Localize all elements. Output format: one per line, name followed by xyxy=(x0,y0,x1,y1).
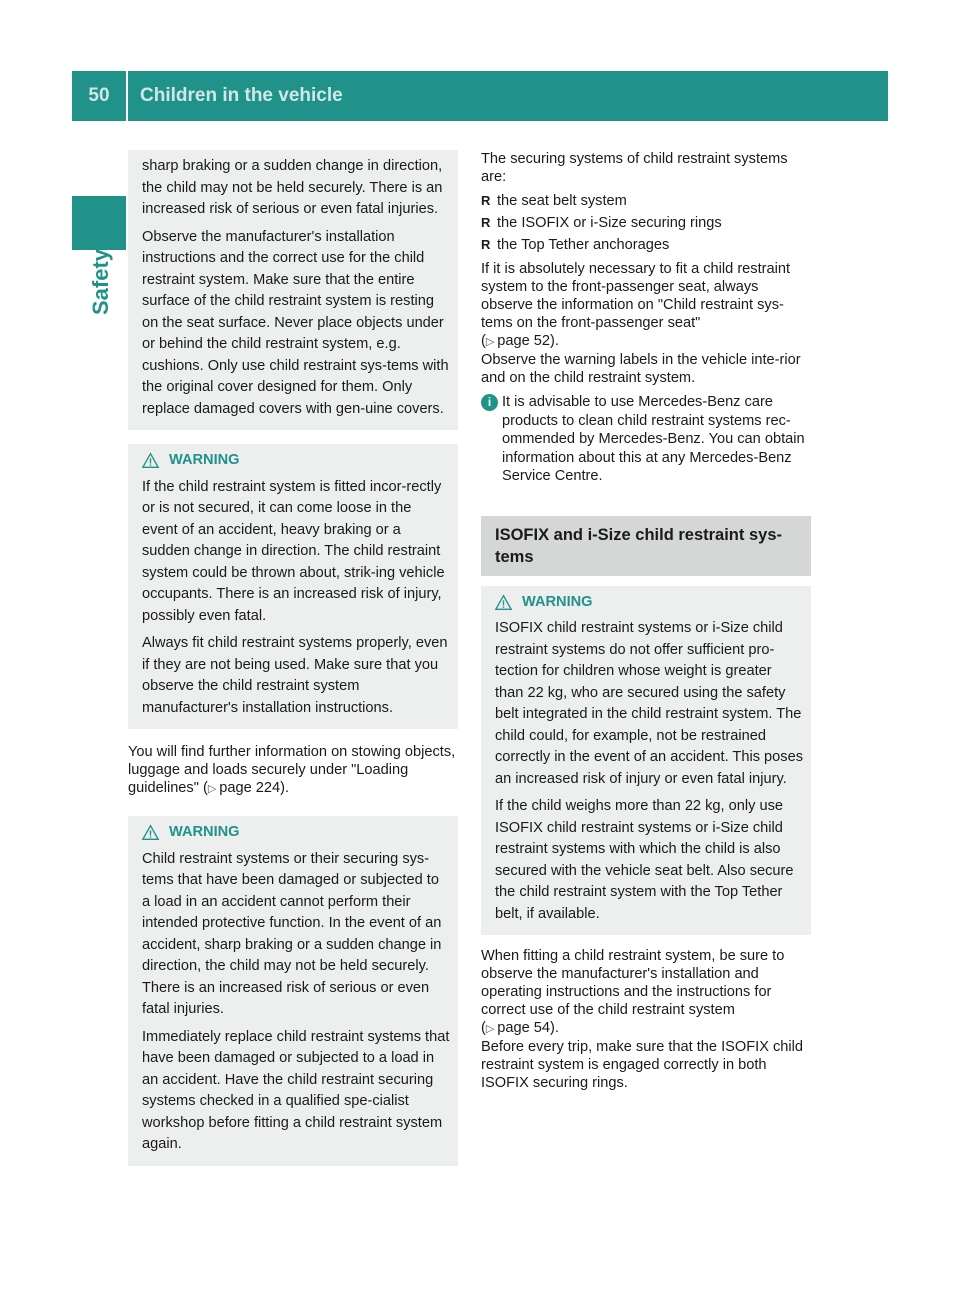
page-reference[interactable]: page 224). xyxy=(219,780,290,796)
info-note-text: It is advisable to use Mercedes-Benz care products to clean child restraint systems rec-ommended by Mercedes-Benz. You can obtain information about this at any Mercedes-Benz Service Centre. xyxy=(502,394,805,484)
page-reference[interactable]: page 54). xyxy=(497,1020,559,1036)
warning-title: WARNING xyxy=(169,452,240,468)
page-ref-arrow-icon: ▷ xyxy=(207,783,217,795)
securing-systems-list xyxy=(481,190,811,256)
stowing-paragraph xyxy=(128,743,458,798)
info-note xyxy=(481,393,811,486)
warning-paragraph: Child restraint systems or their securing sys-tems that have been damaged or subjected to a load in an accident cannot perform their intended protective function. In the event of an accident, sharp braking or a sudden change in direction, the child may not be held securely. There is an increased risk of serious or even fatal injuries. xyxy=(142,850,442,1017)
info-icon: i xyxy=(481,394,498,411)
warning-title: WARNING xyxy=(522,593,593,610)
warning-box xyxy=(128,444,458,729)
front-passenger-paragraph: If it is absolutely necessary to fit a child restraint system to the front-passenger seat, always observe the information on "Child restraint sys-tems on the front-passenger seat" (▷ page 52). xyxy=(481,261,791,349)
front-passenger-text: If it is absolutely necessary to fit a child restraint system to the front-passenger seat, always observe the information on "Child restraint sys-tems on the front-passenger seat" xyxy=(481,261,791,331)
stowing-text: You will find further information on stowing objects, luggage and loads securely under "Loading guidelines" ( xyxy=(128,744,456,796)
page-reference[interactable]: page 52). xyxy=(497,333,559,349)
intro-paragraph: The securing systems of child restraint systems are: xyxy=(481,151,788,185)
warning-triangle-icon xyxy=(142,824,159,841)
warning-paragraph: sharp braking or a sudden change in direction, the child may not be held securely. There is an increased risk of serious or even fatal injuries. xyxy=(142,158,443,217)
warning-box xyxy=(128,816,458,1166)
labels-paragraph: Observe the warning labels in the vehicle inte-rior and on the child restraint system. xyxy=(481,352,801,386)
list-item: R the ISOFIX or i-Size securing rings xyxy=(481,212,811,234)
warning-triangle-icon xyxy=(142,452,159,469)
right-column xyxy=(481,150,811,1092)
warning-box xyxy=(481,586,811,936)
warning-continuation-box xyxy=(128,150,458,430)
warning-paragraph: ISOFIX child restraint systems or i-Size child restraint systems do not offer sufficient pro-tection for children whose weight is greater than 22 kg, who are secured using the safety belt integrated in the child restraint system. The child could, for example, not be restrained correctly in the event of an accident. This poses an increased risk of injury or even fatal injury. xyxy=(495,620,803,787)
left-column xyxy=(128,150,458,1166)
fitting-text: When fitting a child restraint system, be sure to observe the manufacturer's installation and operating instructions and the instructions for correct use of the child restraint system xyxy=(481,948,785,1018)
header-divider xyxy=(126,71,128,121)
page-number: 50 xyxy=(88,85,110,106)
before-trip-paragraph: Before every trip, make sure that the ISOFIX child restraint system is engaged correctly in both ISOFIX securing rings. xyxy=(481,1039,804,1091)
fitting-paragraph: When fitting a child restraint system, be sure to observe the manufacturer's installation and operating instructions and the instructions for correct use of the child restraint system (▷ page 54). xyxy=(481,948,785,1036)
warning-paragraph: Observe the manufacturer's installation instructions and the correct use for the child restraint system. Make sure that the entire surface of the child restraint system is resting on the seat surface. Never place objects under or behind the child restraint system, e.g. cushions. Only use child restraint sys-tems with the original cover designed for them. Only replace damaged covers with gen-uine covers. xyxy=(142,228,449,417)
page-ref-arrow-icon: ▷ xyxy=(485,336,495,348)
warning-triangle-icon xyxy=(495,594,512,611)
warning-heading xyxy=(142,450,450,472)
side-section-label: Safety xyxy=(88,248,113,315)
list-item: R the Top Tether anchorages xyxy=(481,234,811,256)
warning-paragraph: Immediately replace child restraint systems that have been damaged or subjected to a load in an accident. Have the child restraint securing systems checked in a qualified spe-cialist workshop before fitting a child restraint system again. xyxy=(142,1028,450,1152)
warning-paragraph: If the child weighs more than 22 kg, only use ISOFIX child restraint systems or i-Size child restraint systems with which the child is also secured with the vehicle seat belt. Also secure the child restraint system with the Top Tether belt, if available. xyxy=(495,798,794,922)
section-heading: ISOFIX and i-Size child restraint sys-tems xyxy=(481,516,811,576)
side-tab-marker xyxy=(72,196,126,250)
warning-title: WARNING xyxy=(169,824,240,840)
chapter-title: Children in the vehicle xyxy=(140,85,343,106)
warning-paragraph: Always fit child restraint systems properly, even if they are not being used. Make sure that you observe the child restraint system manufacturer's installation instructions. xyxy=(142,635,448,716)
warning-heading xyxy=(495,592,803,614)
warning-paragraph: If the child restraint system is fitted incor-rectly or is not secured, it can come loose in the event of an accident, heavy braking or a sudden change in direction. The child restraint system could be thrown about, strik-ing vehicle occupants. There is an increased risk of injury, possibly even fatal. xyxy=(142,478,445,624)
page-ref-arrow-icon: ▷ xyxy=(485,1023,495,1035)
warning-heading xyxy=(142,822,450,844)
list-item: R the seat belt system xyxy=(481,190,811,212)
